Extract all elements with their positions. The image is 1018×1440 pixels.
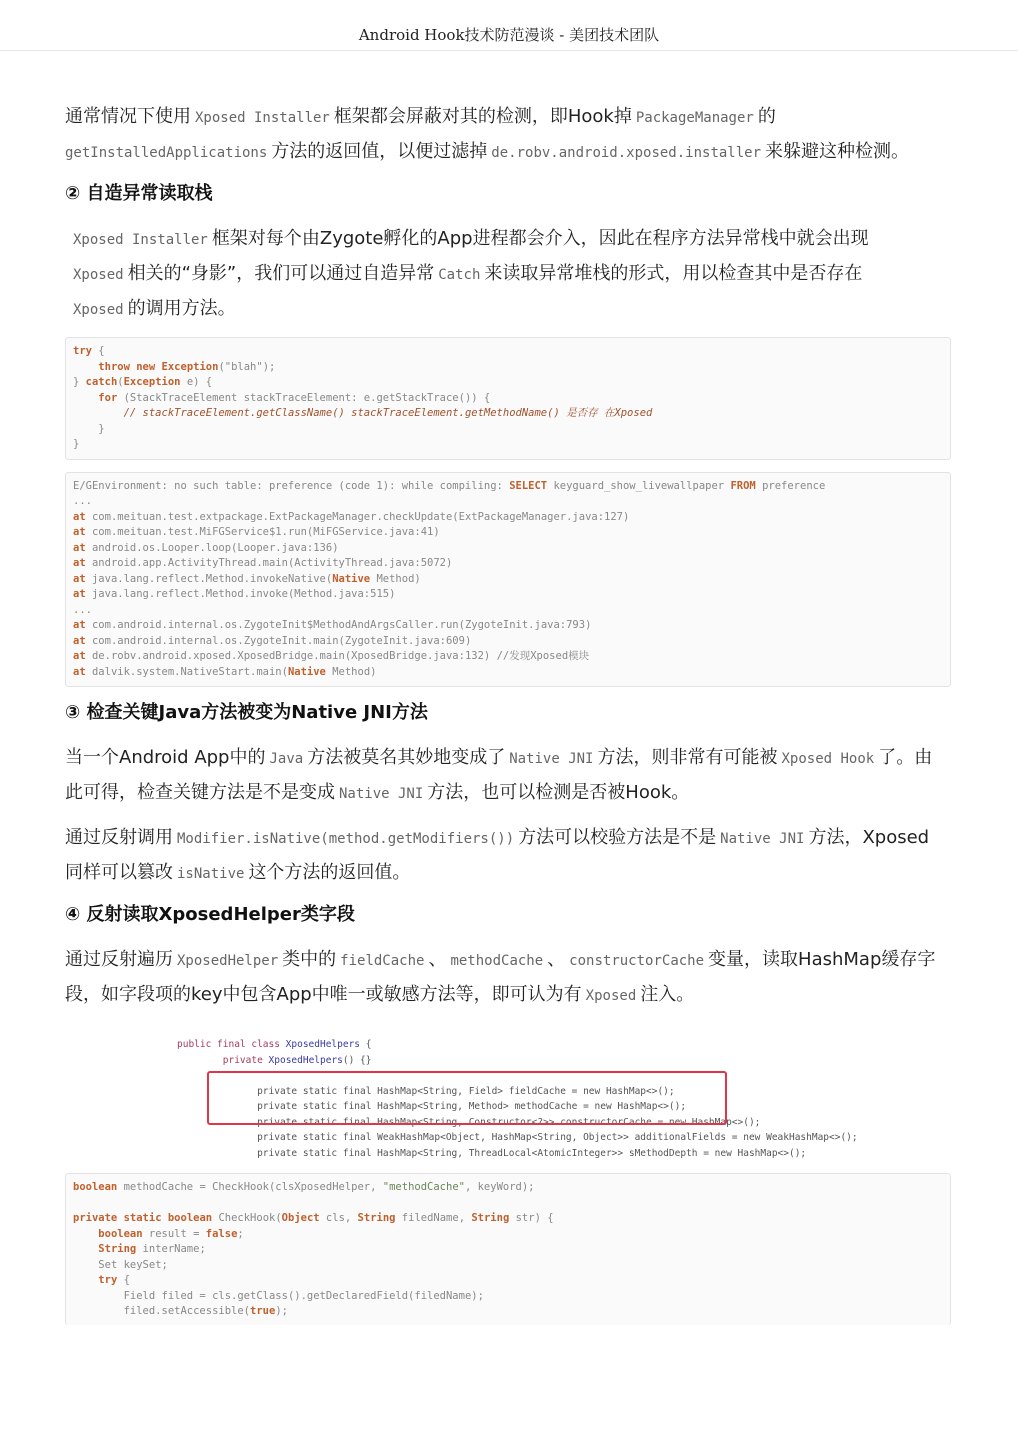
inline-code: isNative: [177, 866, 245, 882]
keyword: Native: [332, 572, 371, 585]
section2-heading: ② 自造异常读取栈: [65, 183, 213, 204]
log-text: preference: [755, 479, 826, 492]
inline-code: Xposed: [585, 988, 637, 1004]
keyword: for: [98, 391, 118, 404]
code-text: filed.setAccessible(: [123, 1305, 251, 1317]
text: 注入。: [640, 984, 695, 1005]
code-text: {: [91, 345, 105, 357]
section4-paragraph: [65, 943, 945, 1013]
text: 方法可以校验方法是不是: [518, 827, 717, 848]
code-text: }: [73, 438, 80, 450]
text: 方法被莫名其妙地变成了: [307, 747, 506, 768]
code-line: private static final HashMap<String, Field> fieldCache = new HashMap<>();: [257, 1085, 675, 1097]
stack-line: Method): [370, 572, 421, 585]
keyword: throw: [98, 360, 130, 373]
keyword: catch: [85, 376, 118, 388]
article-content: [65, 100, 945, 1337]
log-text: keyguard_show_livewallpaper: [547, 479, 731, 492]
text: 框架对每个由Zygote孵化的App进程都会介入，因此在程序方法异常栈中就会出现: [211, 228, 869, 249]
ellipsis: ...: [73, 603, 92, 616]
code-text: methodCache = CheckHook(clsXposedHelper,: [117, 1181, 383, 1193]
code-text: result =: [142, 1227, 206, 1240]
code-text: e) {: [180, 376, 213, 388]
text: 来读取异常堆栈的形式，用以检查其中是否存在: [484, 263, 863, 284]
keyword: at: [73, 665, 86, 678]
code-text: CheckHook(: [212, 1212, 282, 1224]
stack-line: com.meituan.test.extpackage.ExtPackageManager.checkUpdate(ExtPackageManager.java:127): [91, 510, 630, 523]
string: "methodCache": [382, 1181, 465, 1193]
stack-line: android.app.ActivityThread.main(ActivityThread.java:5072): [91, 557, 453, 569]
stack-line: java.lang.reflect.Method.invoke(Method.java:515): [91, 588, 396, 600]
inline-code: Native JNI: [720, 831, 805, 847]
code-text: Field filed = cls.getClass().getDeclaredField(filedName);: [123, 1289, 484, 1302]
keyword: at: [73, 634, 86, 647]
code-text: Set keySet;: [98, 1258, 168, 1271]
inline-code: Java: [269, 751, 304, 767]
code-block-stack-trace: [65, 472, 951, 688]
inline-code: Xposed Installer: [195, 110, 330, 126]
text: 类中的: [282, 949, 337, 970]
keyword: boolean: [98, 1227, 143, 1240]
code-text: , keyWord);: [464, 1181, 535, 1193]
intro-paragraph: [65, 100, 945, 170]
section3-heading: ③ 检查关键Java方法被变为Native JNI方法: [65, 702, 428, 723]
keyword: at: [73, 557, 86, 569]
keyword: Native: [287, 665, 326, 678]
text: 方法，则非常有可能被: [597, 747, 778, 768]
stack-line: dalvik.system.NativeStart.main(: [91, 665, 288, 678]
keyword: String: [471, 1212, 510, 1224]
text: 、: [547, 949, 566, 970]
keyword: at: [73, 619, 86, 631]
xposedhelpers-code-figure: [65, 1023, 951, 1163]
inline-code: Catch: [438, 267, 481, 283]
keyword: String: [98, 1243, 137, 1255]
code-text: {: [360, 1039, 372, 1050]
section3-paragraph-2: [65, 821, 945, 891]
keyword: at: [73, 572, 86, 585]
keyword: String: [357, 1212, 396, 1224]
keyword: private: [73, 1212, 118, 1224]
text: 变量，读取HashMap缓存字段，如字段项的key中包含App中唯一或敏感方法等，即可认为有: [65, 949, 936, 1005]
stack-line: com.android.internal.os.ZygoteInit.main(ZygoteInit.java:609): [91, 634, 472, 647]
code-text: ("blah");: [218, 360, 276, 373]
inline-code: PackageManager: [635, 110, 754, 126]
keyword: Exception: [123, 376, 181, 388]
keyword: FROM: [730, 479, 756, 492]
keyword: true: [250, 1305, 276, 1317]
code-block-checkhook: [65, 1173, 951, 1325]
highlight-box: [207, 1071, 727, 1125]
text: 通常情况下使用: [65, 106, 191, 127]
code-text: );: [275, 1305, 288, 1317]
keyword: at: [73, 541, 86, 554]
inline-code: XposedHelper: [177, 953, 279, 969]
keyword: static: [123, 1212, 162, 1224]
inline-code: Xposed Installer: [73, 232, 208, 248]
text: 方法，Xposed同样可以篡改: [65, 827, 930, 883]
inline-code: fieldCache: [340, 953, 425, 969]
text: 通过反射调用: [65, 827, 173, 848]
stack-line: Method): [325, 665, 377, 678]
section3-paragraph-1: [65, 741, 945, 811]
text: 了。由此可得，检查关键方法是不是变成: [65, 747, 933, 803]
text: 的调用方法。: [127, 298, 236, 319]
keyword: at: [73, 588, 86, 600]
ellipsis: ...: [73, 495, 92, 507]
text: 框架都会屏蔽对其的检测，即Hook掉: [333, 106, 632, 127]
inline-code: methodCache: [450, 953, 544, 969]
stack-line: android.os.Looper.loop(Looper.java:136): [91, 541, 339, 554]
text: 的: [757, 106, 776, 127]
keyword: Object: [281, 1212, 320, 1224]
code-text: }: [98, 422, 105, 435]
inline-code: Native JNI: [509, 751, 594, 767]
text: 这个方法的返回值。: [248, 862, 411, 883]
inline-code: Modifier.isNative(method.getModifiers()): [177, 831, 515, 847]
code-line: private static final HashMap<String, ThreadLocal<AtomicInteger>> sMethodDepth = new HashMap<>();: [257, 1147, 807, 1159]
text: 当一个Android App中的: [65, 747, 266, 768]
inline-code: Xposed: [73, 267, 124, 283]
header-title: Android Hook技术防范漫谈 - 美团技术团队: [358, 26, 660, 44]
class-name: XposedHelpers: [285, 1039, 361, 1050]
log-text: E/GEnvironment: no such table: preference (code 1): while compiling:: [73, 479, 510, 492]
code-line: private static final HashMap<String, Constructor<?>> constructorCache = new HashMap<>();: [257, 1116, 761, 1128]
code-text: filedName,: [395, 1212, 472, 1224]
code-text: interName;: [136, 1243, 206, 1255]
keyword: try: [98, 1274, 118, 1286]
stack-line: de.robv.android.xposed.XposedBridge.main(XposedBridge.java:132) //发现Xposed模块: [91, 650, 590, 662]
stack-line: com.meituan.test.MiFGService$1.run(MiFGService.java:41): [91, 526, 440, 538]
text: 、: [428, 949, 447, 970]
keyword: Exception: [161, 360, 219, 373]
keyword: boolean: [73, 1181, 118, 1193]
stack-line: com.android.internal.os.ZygoteInit$MethodAndArgsCaller.run(ZygoteInit.java:793): [91, 619, 592, 631]
text: 方法的返回值，以便过滤掉: [271, 141, 488, 162]
keyword: private: [222, 1054, 269, 1066]
text: 相关的“身影”，我们可以通过自造异常: [127, 263, 435, 284]
code-text: (StackTraceElement stackTraceElement: e.getStackTrace()) {: [117, 391, 491, 404]
stack-line: java.lang.reflect.Method.invokeNative(: [91, 572, 333, 585]
inline-code: Xposed Hook: [781, 751, 875, 767]
keyword: try: [73, 345, 92, 357]
inline-code: de.robv.android.xposed.installer: [491, 145, 762, 161]
text: 通过反射遍历: [65, 949, 173, 970]
inline-code: getInstalledApplications: [65, 145, 268, 161]
code-line: private static final HashMap<String, Method> methodCache = new HashMap<>();: [257, 1101, 687, 1112]
class-name: XposedHelpers: [268, 1054, 343, 1066]
section4-heading: ④ 反射读取XposedHelper类字段: [65, 904, 355, 925]
keyword: at: [73, 510, 86, 523]
keyword: SELECT: [509, 479, 548, 492]
page-header: [0, 0, 1018, 51]
keyword: public final class: [177, 1039, 286, 1050]
code-text: ;: [237, 1227, 244, 1240]
inline-code: Xposed: [73, 302, 124, 318]
section2-paragraph: [65, 222, 945, 327]
keyword: at: [73, 650, 86, 662]
text: 方法，也可以检测是否被Hook。: [427, 782, 690, 803]
keyword: new: [136, 360, 156, 373]
inline-code: constructorCache: [569, 953, 705, 969]
code-comment: // stackTraceElement.getClassName() stackTraceElement.getMethodName() 是否存 在Xposed: [123, 407, 653, 419]
keyword: at: [73, 526, 86, 538]
keyword: boolean: [167, 1212, 213, 1224]
inline-code: Native JNI: [339, 786, 424, 802]
code-text: {: [117, 1274, 130, 1286]
code-text: }: [73, 376, 86, 388]
code-text: str) {: [509, 1212, 554, 1224]
code-line: private static final WeakHashMap<Object, HashMap<String, Object>> additionalFields = new WeakHashMap<>();: [257, 1132, 858, 1143]
keyword: false: [205, 1227, 238, 1240]
code-text: () {}: [342, 1054, 372, 1066]
code-block-try-catch: try { throw new Exception("blah"); } catch(Exception e) { for (StackTraceElement stackTraceElement: e.getStackTrace()) { // stackTraceElement.getClassName() stackTraceElement.getMethodName() 是否存 在Xposed } }: [65, 337, 951, 460]
text: 来躲避这种检测。: [765, 141, 910, 162]
code-text: cls,: [319, 1212, 358, 1224]
